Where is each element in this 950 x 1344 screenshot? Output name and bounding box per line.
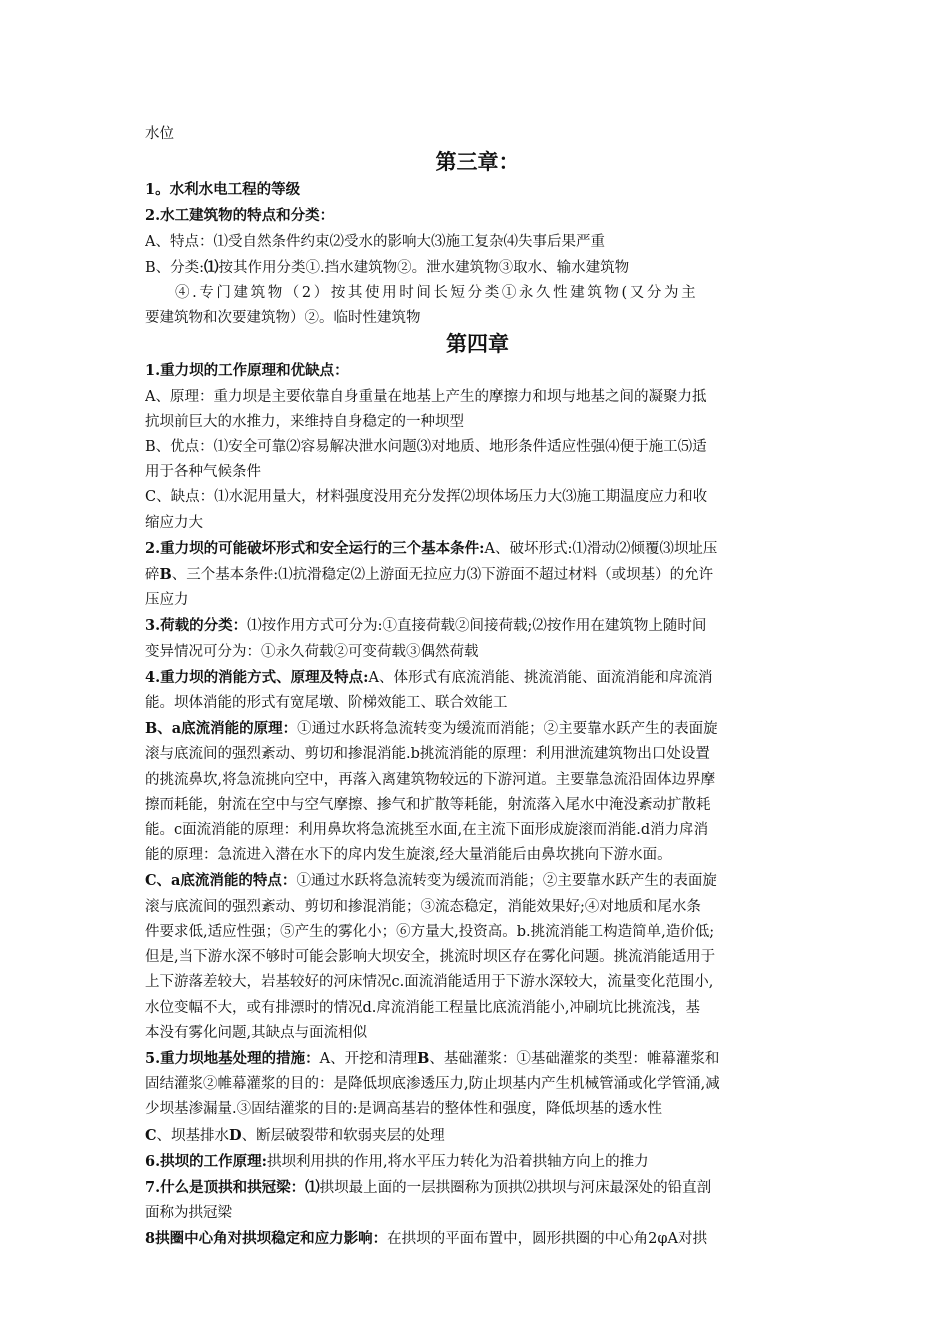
- chapter-3-body: [145, 177, 810, 331]
- text-line: [145, 768, 810, 793]
- text-line: [145, 1226, 810, 1252]
- text-run: B、优点：⑴安全可靠⑵容易解决泄水问题⑶对地质、地形条件适应性强⑷便于施工⑸适: [145, 439, 707, 456]
- text-run: 抗坝前巨大的水推力，来维持自身稳定的一种坝型: [145, 413, 464, 430]
- chapter-4-heading: 第四章: [446, 332, 509, 357]
- text-run: 按其作用分类①.挡水建筑物②。泄水建筑物③取水、输水建筑物: [218, 259, 630, 276]
- text-run: 本没有雾化问题,其缺点与面流相似: [145, 1024, 368, 1041]
- bold-text: C: [145, 1126, 157, 1144]
- bold-text: 7.什么是顶拱和拱冠梁：: [145, 1178, 306, 1196]
- text-line: [145, 1123, 810, 1149]
- text-run: 能。坝体消能的形式有宽尾墩、阶梯效能工、联合效能工: [145, 695, 508, 712]
- bold-text: 1。水利水电工程的等级: [145, 181, 301, 199]
- text-run: 拱坝利用拱的作用,将水平压力转化为沿着拱轴方向上的推力: [267, 1153, 649, 1170]
- text-run: 碎: [145, 567, 160, 584]
- text-run: 、断层破裂带和软弱夹层的处理: [241, 1127, 445, 1144]
- text-line: [145, 410, 810, 435]
- text-line: [145, 1149, 810, 1175]
- text-line: [145, 562, 810, 588]
- text-line: [145, 358, 810, 384]
- text-run: 但是,当下游水深不够时可能会影响大坝安全，挑流时坝区存在雾化问题。挑流消能适用于: [145, 949, 716, 966]
- text-line: [145, 1046, 810, 1072]
- text-run: 用于各种气候条件: [145, 464, 261, 481]
- text-run: 、基础灌浆：①基础灌浆的类型：帷幕灌浆和: [429, 1050, 720, 1067]
- text-run: C、缺点：⑴水泥用量大，材料强度没用充分发挥⑵坝体场压力大⑶施工期温度应力和收: [145, 489, 708, 506]
- text-run: 能。c面流消能的原理：利用鼻坎将急流挑至水面,在主流下面形成旋滚而消能.d消力戽消: [145, 822, 709, 839]
- text-line: [145, 716, 810, 742]
- text-line: [145, 281, 810, 306]
- text-run: 拱坝最上面的一层拱圈称为顶拱⑵拱坝与河床最深处的铅直剖: [319, 1179, 712, 1196]
- bold-text: B: [159, 566, 172, 584]
- text-line: [145, 945, 810, 970]
- text-line: [145, 742, 810, 767]
- text-run: A、体形式有底流消能、挑流消能、面流消能和戽流消: [368, 669, 713, 686]
- text-run: A、开挖和清理: [319, 1050, 418, 1067]
- bold-text: ⑴: [204, 258, 219, 276]
- text-line: [145, 613, 810, 639]
- bold-text: 6.拱坝的工作原理:: [145, 1152, 267, 1170]
- bold-text: B、a底流消能的原理：: [145, 720, 298, 738]
- text-run: 缩应力大: [145, 514, 203, 531]
- text-line: [145, 895, 810, 920]
- text-run: 水位变幅不大，或有排漂时的情况d.戽流消能工程量比底流消能小,冲刷坑比挑流浅，基: [145, 999, 700, 1016]
- text-run: B、分类:: [145, 259, 205, 276]
- text-line: [145, 485, 810, 510]
- bold-text: 4.重力坝的消能方式、原理及特点:: [145, 668, 369, 686]
- text-run: 滚与底流间的强烈紊动、剪切和掺混消能；③流态稳定，消能效果好;④对地质和尾水条: [145, 898, 701, 915]
- text-line: [145, 1175, 810, 1201]
- text-line: [145, 818, 810, 843]
- text-line: [145, 230, 810, 255]
- text-line: [145, 1072, 810, 1097]
- text-run: ⑴按作用方式可分为:①直接荷载②间接荷载;⑵按作用在建筑物上随时间: [247, 618, 707, 635]
- text-line: [145, 306, 810, 331]
- text-line: [145, 1201, 810, 1226]
- text-run: A、特点：⑴受自然条件约束⑵受水的影响大⑶施工复杂⑷失事后果严重: [145, 233, 605, 250]
- text-line: [145, 385, 810, 410]
- text-line: [145, 511, 810, 536]
- bold-text: D: [229, 1126, 242, 1144]
- text-line: [145, 536, 810, 562]
- text-line: [145, 793, 810, 818]
- text-run: 少坝基渗漏量.③固结灌浆的目的:是调高基岩的整体性和强度，降低坝基的透水性: [145, 1101, 662, 1118]
- text-run: 面称为拱冠梁: [145, 1205, 232, 1222]
- text-run: 滚与底流间的强烈紊动、剪切和掺混消能.b挑流消能的原理：利用泄流建筑物出口处设置: [145, 746, 710, 763]
- text-line: [145, 435, 810, 460]
- bold-text: ⑴: [305, 1178, 320, 1196]
- document-page: [145, 122, 810, 1253]
- leading-text: 水位: [145, 126, 174, 142]
- text-run: 、坝基排水: [156, 1127, 230, 1144]
- text-line: [145, 1021, 810, 1046]
- text-line: [145, 665, 810, 691]
- text-run: 的挑流鼻坎,将急流挑向空中，再落入离建筑物较远的下游河道。主要靠急流沿固体边界摩: [145, 771, 716, 788]
- text-run: 能的原理：急流进入潜在水下的戽内发生旋滚,经大量消能后由鼻坎挑向下游水面。: [145, 847, 672, 864]
- chapter-3-heading: 第三章：: [435, 150, 520, 175]
- text-line: [145, 1097, 810, 1122]
- text-line: [145, 868, 810, 894]
- text-line: [145, 177, 810, 203]
- text-run: 上下游落差较大，岩基较好的河床情况c.面流消能适用于下游水深较大，流量变化范围小,: [145, 974, 714, 991]
- text-line: [145, 203, 810, 229]
- bold-text: 8拱圈中心角对拱坝稳定和应力影响：: [145, 1230, 388, 1248]
- text-run: ①通过水跃将急流转变为缓流而消能；②主要靠水跃产生的表面旋: [296, 873, 717, 890]
- text-run: ①通过水跃将急流转变为缓流而消能；②主要靠水跃产生的表面旋: [297, 721, 718, 738]
- bold-text: 3.荷载的分类：: [145, 617, 248, 635]
- text-run: 固结灌浆②帷幕灌浆的目的：是降低坝底渗透压力,防止坝基内产生机械管涌或化学管涌,减: [145, 1076, 720, 1093]
- text-line: [145, 588, 810, 613]
- text-run: 擦而耗能，射流在空中与空气摩擦、掺气和扩散等耗能，射流落入尾水中淹没紊动扩散耗: [145, 796, 711, 813]
- text-run: 、三个基本条件:⑴抗滑稳定⑵上游面无拉应力⑶下游面不超过材料（或坝基）的允许: [171, 567, 714, 584]
- bold-text: 2.重力坝的可能破坏形式和安全运行的三个基本条件:: [145, 539, 485, 557]
- bold-text: 1.重力坝的工作原理和优缺点：: [145, 362, 349, 380]
- chapter-4-body: [145, 358, 810, 1252]
- bold-text: 5.重力坝地基处理的措施：: [145, 1049, 320, 1067]
- text-run: A、破坏形式:⑴滑动⑵倾覆⑶坝址压: [484, 540, 718, 557]
- text-run: 件要求低,适应性强；⑤产生的雾化小；⑥方量大,投资高。b.挑流消能工构造简单,造价低;: [145, 923, 715, 940]
- text-line: [145, 996, 810, 1021]
- text-line: [145, 460, 810, 485]
- text-line: [145, 640, 810, 665]
- text-run: 变异情况可分为：①永久荷载②可变荷载③偶然荷载: [145, 643, 479, 660]
- text-run: 在拱坝的平面布置中，圆形拱圈的中心角2φA对拱: [387, 1231, 707, 1248]
- text-run: A、原理：重力坝是主要依靠自身重量在地基上产生的摩擦力和坝与地基之间的凝聚力抵: [145, 388, 707, 405]
- text-line: [145, 970, 810, 995]
- text-line: [145, 843, 810, 868]
- bold-text: B: [417, 1049, 430, 1067]
- text-run: 压应力: [145, 592, 189, 609]
- text-run: ④.专门建筑物（2）按其使用时间长短分类①永久性建筑物(又分为主: [175, 285, 699, 302]
- text-run: 要建筑物和次要建筑物）②。临时性建筑物: [145, 310, 421, 327]
- bold-text: C、a底流消能的特点：: [145, 872, 297, 890]
- bold-text: 2.水工建筑物的特点和分类：: [145, 207, 335, 225]
- text-line: [145, 691, 810, 716]
- text-line: [145, 255, 810, 281]
- text-line: [145, 920, 810, 945]
